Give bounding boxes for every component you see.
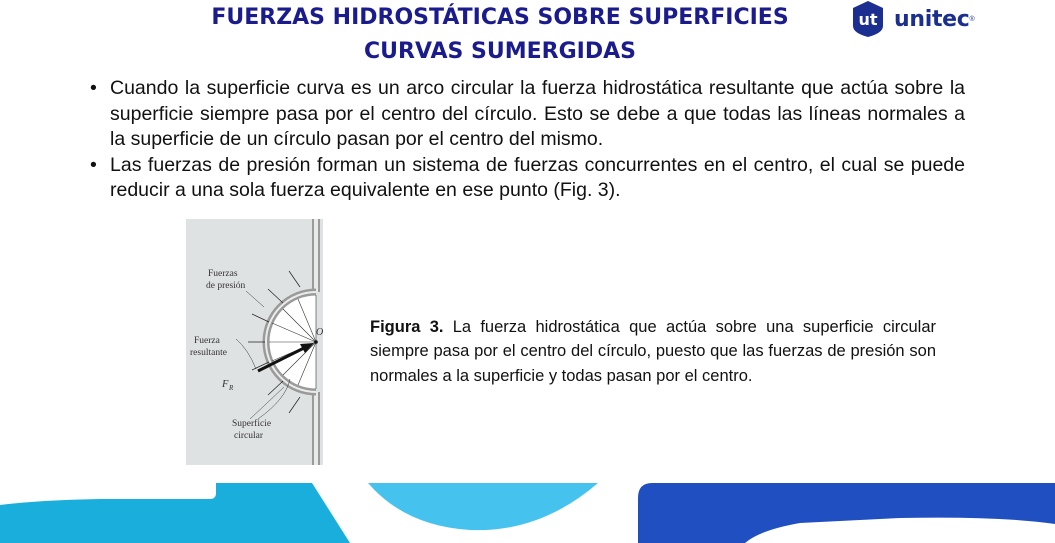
bullet-list (90, 76, 965, 204)
unitec-logo (848, 0, 998, 38)
figure-3-diagram (186, 219, 323, 465)
bullet-item-1: • Cuando la superficie curva es un arco circular la fuerza hidrostática resultante que actúa sobre la superficie siempre pasa por el centro del círculo. Esto se debe a que todas las líneas normales a la superficie de un círculo pasan por el centro del mismo. (90, 76, 965, 153)
footer-blue-shape (638, 483, 1055, 543)
footer-light-cyan-shape (368, 483, 598, 530)
label-fr: F (222, 379, 229, 390)
center-point (314, 340, 318, 344)
label-pressure-1: Fuerzas (208, 269, 238, 279)
label-pressure-2: de presión (206, 281, 246, 291)
page-title-line-1: FUERZAS HIDROSTÁTICAS SOBRE SUPERFICIES (211, 5, 789, 30)
label-resultant-2: resultante (190, 348, 227, 358)
label-fr-sub: R (229, 384, 234, 392)
label-center-o: O (316, 327, 323, 338)
logo-text: unitec (894, 6, 970, 32)
label-resultant-1: Fuerza (194, 336, 220, 346)
logo-mark-text: ut (858, 10, 878, 29)
label-surface-2: circular (234, 431, 264, 441)
footer-decoration (0, 478, 1055, 543)
unitec-badge-icon (848, 0, 888, 39)
figure-caption (370, 315, 936, 389)
page-title-line-2: CURVAS SUMERGIDAS (364, 39, 636, 64)
label-surface-1: Superficie (232, 419, 272, 429)
logo-registered-mark: ® (969, 15, 975, 23)
caption-text: La fuerza hidrostática que actúa sobre una superficie circular siempre pasa por el centro del círculo, puesto que las fuerzas de presión son normales a la superficie y todas pasan por el centro. (370, 317, 936, 385)
footer-cyan-shape (0, 483, 350, 543)
bullet-item-2: • Las fuerzas de presión forman un sistema de fuerzas concurrentes en el centro, el cual se puede reducir a una sola fuerza equivalente en ese punto (Fig. 3). (90, 153, 965, 204)
caption-label: Figura 3. (370, 317, 444, 336)
